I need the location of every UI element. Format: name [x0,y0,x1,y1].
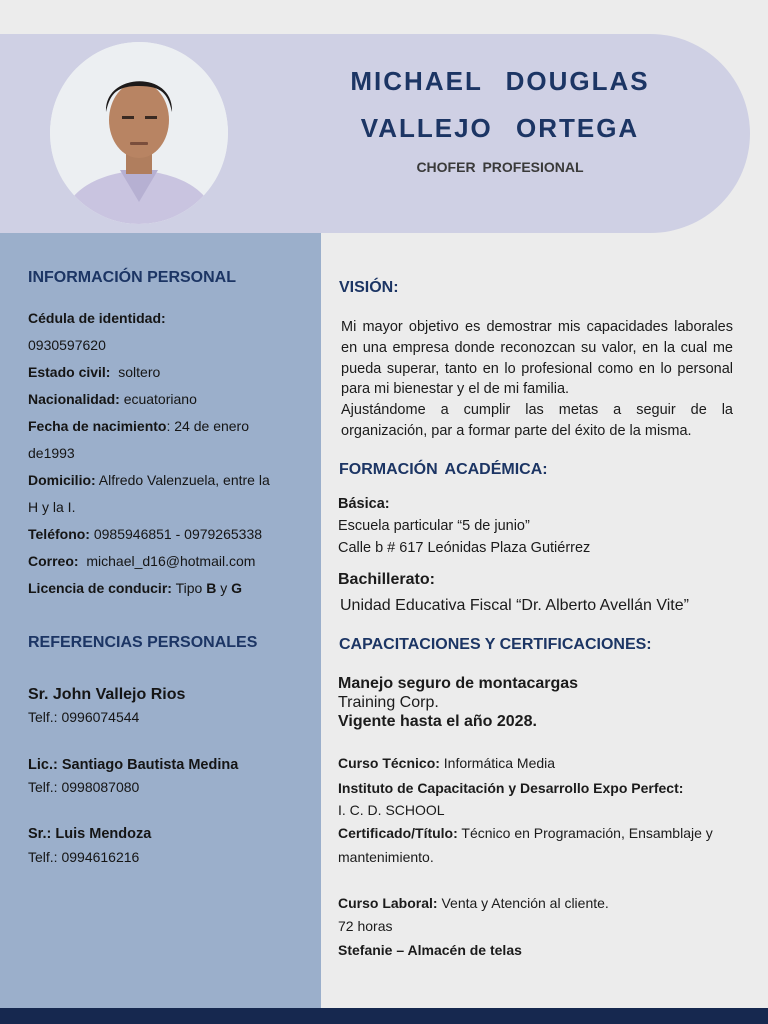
reference-name: Lic.: Santiago Bautista Medina [28,757,239,773]
forklift-org: Training Corp. [338,694,439,711]
basic-school-address: Calle b # 617 Leónidas Plaza Gutiérrez [338,540,591,556]
basic-education-label: Básica: [338,496,390,512]
reference-name: Sr.: Luis Mendoza [28,826,152,842]
reference-phone: Telf.: 0996074544 [28,709,140,725]
phone: Teléfono: 0985946851 - 0979265338 [28,526,263,542]
vision-heading: VISIÓN: [339,279,399,296]
personal-info-heading: INFORMACIÓN PERSONAL [28,269,236,286]
email: Correo: michael_d16@hotmail.com [28,553,256,569]
address-cont: H y la I. [28,499,76,515]
id-label: Cédula de identidad: [28,310,166,326]
address: Domicilio: Alfredo Valenzuela, entre la [28,472,270,488]
labor-hours: 72 horas [338,918,393,934]
forklift-validity: Vigente hasta el año 2028. [338,713,537,730]
driver-license: Licencia de conducir: Tipo B y G [28,580,242,596]
high-school-label: Bachillerato: [338,571,435,588]
birth-date-year: de1993 [28,445,75,461]
nationality: Nacionalidad: ecuatoriano [28,391,197,407]
labor-place: Stefanie – Almacén de telas [338,942,522,958]
certificate: Certificado/Título: Técnico en Programación, Ensamblaje y mantenimiento. [338,825,713,865]
references-heading: REFERENCIAS PERSONALES [28,634,258,651]
civil-status: Estado civil: soltero [28,364,161,380]
technical-course: Curso Técnico: Informática Media [338,755,556,771]
basic-school: Escuela particular “5 de junio” [338,518,530,534]
reference-phone: Telf.: 0998087080 [28,779,140,795]
person-portrait-icon [50,42,228,224]
labor-course: Curso Laboral: Venta y Atención al cliente. [338,895,609,911]
forklift-course: Manejo seguro de montacargas [338,675,579,692]
birth-date: Fecha de nacimiento: 24 de enero [28,418,249,434]
reference-phone: Telf.: 0994616216 [28,849,140,865]
full-name-last: VALLEJO ORTEGA [360,113,640,143]
full-name-first: MICHAEL DOUGLAS [350,66,650,96]
profession-title: CHOFER PROFESIONAL [416,159,584,175]
training-heading: CAPACITACIONES Y CERTIFICACIONES: [339,636,652,653]
vision-paragraph: Mi mayor objetivo es demostrar mis capacidades laborales en una empresa donde reconozcan su valor, en la cual me pueda superar, tanto en lo profesional como en lo personal para mi bienestar y el de mi familia. [341,319,733,398]
footer-bar [0,1008,768,1024]
profile-photo [50,42,228,224]
institute-name: Instituto de Capacitación y Desarrollo Expo Perfect: [338,780,684,796]
vision-text [341,317,733,442]
education-heading: FORMACIÓN ACADÉMICA: [339,461,548,478]
vision-paragraph: Ajustándome a cumplir las metas a seguir de la organización, par a formar parte del éxito de la misma. [341,402,733,439]
high-school: Unidad Educativa Fiscal “Dr. Alberto Avellán Vite” [340,597,689,614]
id-value: 0930597620 [28,337,106,353]
institute-school: I. C. D. SCHOOL [338,802,445,818]
reference-name: Sr. John Vallejo Rios [28,686,186,703]
